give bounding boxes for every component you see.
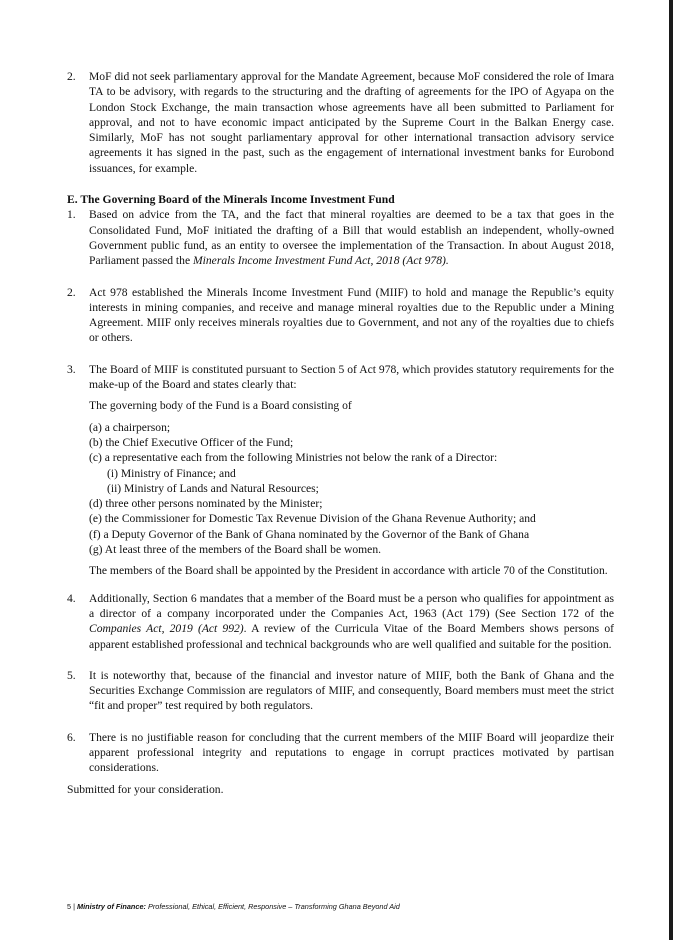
list-item-a: (a) a chairperson; (89, 420, 171, 434)
paragraph-number: 1. (67, 208, 76, 222)
paragraph-text: It is noteworthy that, because of the financial and investor nature of MIIF, both the Bank of Ghana and the Securities Exchange Commission are regulators of MIIF, and consequently, Board members must meet the strict “fit and proper” test required by both regulators. (89, 668, 614, 713)
quoted-closing: The members of the Board shall be appointed by the President in accordance with article 70 of the Constitution. (89, 564, 608, 578)
list-item-d: (d) three other persons nominated by the Minister; (89, 497, 323, 511)
paragraph-number: 5. (67, 668, 76, 682)
paragraph-text: . A review of the Curricula Vitae of the Board Members shows persons of apparent established professional and technical backgrounds who are well qualified and suitable for the position. (89, 622, 614, 651)
ministry-name: Ministry of Finance: (77, 902, 146, 911)
page-number: 5 | (67, 902, 78, 911)
paragraph-text: MoF did not seek parliamentary approval for the Mandate Agreement, because MoF considered the role of Imara TA to be advisory, with regards to the structuring and the drafting of agreements for the IPO of Agyapa on the London Stock Exchange, the main transaction whose agreements have all been submitted to Parliament for approval, and not to have economic impact anticipated by the Supreme Court in the Balkan Energy case. Similarly, MoF has not sought parliamentary approval for other international transaction advisory service agreements it has signed in the past, such as the engagement of international investment banks for Eurobond issuances, for example. (89, 70, 614, 175)
section-heading-e: E. The Governing Board of the Minerals Income Investment Fund (67, 193, 395, 207)
document-body (67, 69, 614, 797)
paragraph-e6 (67, 730, 614, 776)
paragraph-text: Act 978 established the Minerals Income Investment Fund (MIIF) to hold and manage the Republic’s equity interests in mining companies, and receive and manage mineral royalties due to the Republic under a Mining Agreement. MIIF only receives minerals royalties due to Government, and not any of the royalties due to chiefs or others. (89, 285, 614, 345)
page-footer (67, 902, 400, 911)
paragraph-text: The Board of MIIF is constituted pursuant to Section 5 of Act 978, which provides statutory requirements for the make-up of the Board and states clearly that: (89, 362, 614, 392)
act-title: Minerals Income Investment Fund Act, 2018 (Act 978). (193, 254, 449, 268)
paragraph-text: Based on advice from the TA, and the fact that mineral royalties are deemed to be a tax that goes in the Consolidated Fund, MoF initiated the drafting of a Bill that would establish an independent, wholly-owned Government public fund, as an entity to oversee the implementation of the Transaction. In about August 2018, Parliament passed the (89, 208, 614, 268)
paragraph-text: There is no justifiable reason for concluding that the current members of the MIIF Board will jeopardize their apparent professional integrity and reputations to engage in corrupt practices motivated by partisan considerations. (89, 730, 614, 775)
quoted-lead: The governing body of the Fund is a Board consisting of (89, 399, 352, 413)
paragraph-e1 (67, 207, 614, 268)
paragraph-2 (67, 69, 614, 176)
list-item-f: (f) a Deputy Governor of the Bank of Ghana nominated by the Governor of the Bank of Ghana (89, 527, 530, 541)
list-item-c-i: (i) Ministry of Finance; and (107, 466, 236, 480)
paragraph-number: 3. (67, 362, 76, 376)
list-item-c: (c) a representative each from the following Ministries not below the rank of a Director: (89, 451, 498, 465)
paragraph-e2 (67, 285, 614, 346)
page-edge (669, 0, 673, 940)
paragraph-e3 (67, 362, 614, 393)
paragraph-number: 2. (67, 70, 76, 83)
list-item-g: (g) At least three of the members of the Board shall be women. (89, 543, 382, 557)
paragraph-text: Additionally, Section 6 mandates that a member of the Board must be a person who qualifies for appointment as a director of a company incorporated under the Companies Act, 1963 (Act 179) (See Section 172 of the (89, 591, 614, 620)
closing-line: Submitted for your consideration. (67, 782, 224, 796)
paragraph-number: 6. (67, 730, 76, 744)
list-item-c-ii: (ii) Ministry of Lands and Natural Resources; (107, 481, 319, 495)
list-item-e: (e) the Commissioner for Domestic Tax Revenue Division of the Ghana Revenue Authority; and (89, 512, 536, 526)
act-title: Companies Act, 2019 (Act 992) (89, 622, 244, 636)
footer-motto: Professional, Ethical, Efficient, Responsive – Transforming Ghana Beyond Aid (145, 902, 400, 911)
paragraph-e4 (67, 591, 614, 652)
paragraph-number: 4. (67, 591, 76, 605)
list-item-b: (b) the Chief Executive Officer of the Fund; (89, 435, 294, 449)
paragraph-number: 2. (67, 285, 76, 299)
paragraph-e5 (67, 668, 614, 714)
